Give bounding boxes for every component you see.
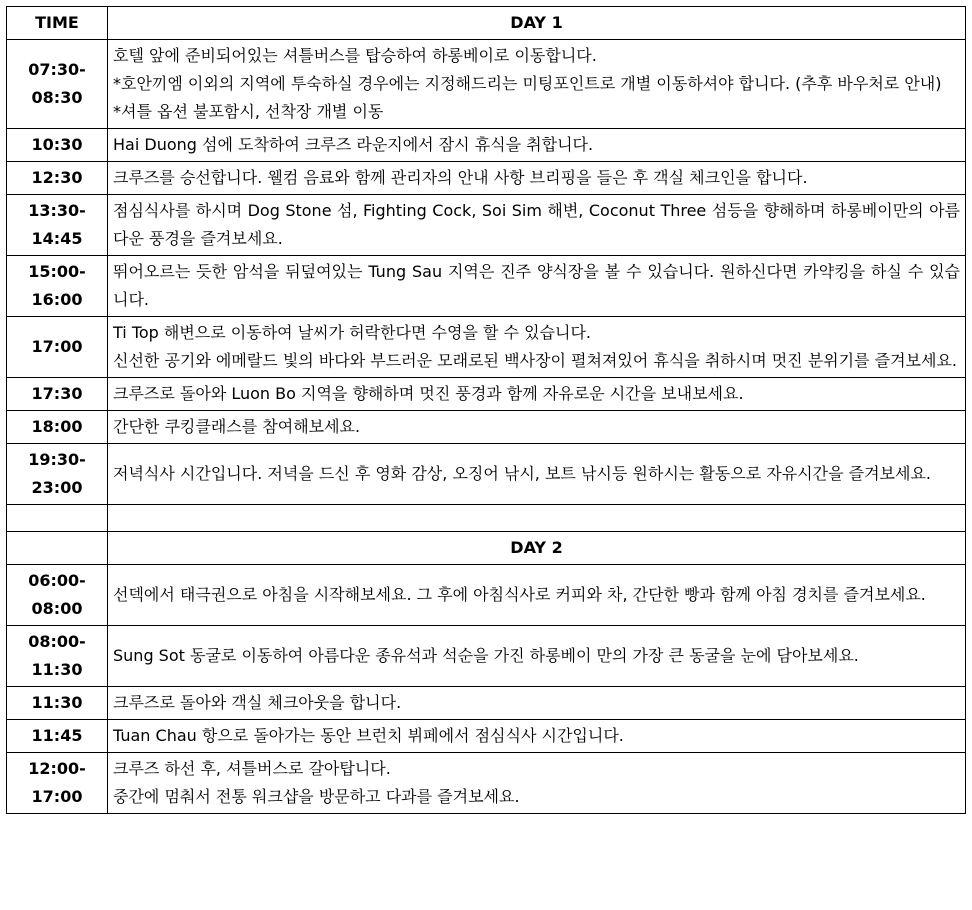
day1-schedule-row: [7, 129, 966, 162]
schedule-time: [7, 626, 108, 687]
description-line: 크루즈 하선 후, 셔틀버스로 갈아탑니다.: [113, 759, 391, 778]
schedule-time: [7, 687, 108, 720]
spacer-row: [7, 505, 966, 532]
schedule-description: [108, 40, 966, 129]
day1-schedule-row: [7, 411, 966, 444]
time-column-header: TIME: [7, 7, 108, 40]
schedule-time: [7, 444, 108, 505]
description-line: 간단한 쿠킹클래스를 참여해보세요.: [113, 417, 361, 436]
time-text: 11:30: [31, 660, 83, 679]
time-text: 15:00-: [28, 262, 86, 281]
schedule-description: [108, 129, 966, 162]
time-text: 23:00: [31, 478, 83, 497]
description-line: 뛰어오르는 듯한 암석을 뒤덮여있는 Tung Sau 지역은 진주 양식장을 볼 수 있습니다. 원하신다면 카약킹을 하실 수 있습니다.: [113, 262, 960, 309]
spacer-cell: [108, 505, 966, 532]
day2-schedule-row: [7, 720, 966, 753]
day2-schedule-row: [7, 687, 966, 720]
schedule-description: [108, 565, 966, 626]
time-text: 18:00: [31, 417, 83, 436]
description-line: Sung Sot 동굴로 이동하여 아름다운 종유석과 석순을 가진 하롱베이 만의 가장 큰 동굴을 눈에 담아보세요.: [113, 646, 859, 665]
schedule-time: [7, 411, 108, 444]
day1-schedule-row: [7, 162, 966, 195]
time-text: 12:30: [31, 168, 83, 187]
description-line: Tuan Chau 항으로 돌아가는 동안 브런치 뷔페에서 점심식사 시간입니다.: [113, 726, 624, 745]
schedule-description: [108, 378, 966, 411]
description-line: *셔틀 옵션 불포함시, 선착장 개별 이동: [113, 102, 384, 121]
description-line: 크루즈를 승선합니다. 웰컴 음료와 함께 관리자의 안내 사항 브리핑을 들은 후 객실 체크인을 합니다.: [113, 168, 808, 187]
schedule-time: [7, 317, 108, 378]
time-text: 11:30: [31, 693, 83, 712]
schedule-description: [108, 162, 966, 195]
time-text: 11:45: [31, 726, 83, 745]
time-text: 08:00: [31, 599, 83, 618]
description-line: 크루즈로 돌아와 객실 체크아웃을 합니다.: [113, 693, 402, 712]
time-text: 12:00-: [28, 759, 86, 778]
schedule-description: [108, 317, 966, 378]
spacer-cell: [7, 505, 108, 532]
description-line: Hai Duong 섬에 도착하여 크루즈 라운지에서 잠시 휴식을 취합니다.: [113, 135, 594, 154]
schedule-time: [7, 720, 108, 753]
schedule-description: [108, 720, 966, 753]
time-text: 17:00: [31, 787, 83, 806]
time-text: 13:30-: [28, 201, 86, 220]
day2-header-blank: [7, 532, 108, 565]
schedule-time: [7, 195, 108, 256]
time-text: 06:00-: [28, 571, 86, 590]
schedule-time: [7, 378, 108, 411]
day1-schedule-row: [7, 317, 966, 378]
time-text: 08:30: [31, 88, 83, 107]
description-line: 저녁식사 시간입니다. 저녁을 드신 후 영화 감상, 오징어 낚시, 보트 낚시등 원하시는 활동으로 자유시간을 즐겨보세요.: [113, 464, 931, 483]
description-line: 중간에 멈춰서 전통 워크샵을 방문하고 다과를 즐겨보세요.: [113, 787, 520, 806]
day2-schedule-row: [7, 565, 966, 626]
schedule-time: [7, 129, 108, 162]
time-text: 10:30: [31, 135, 83, 154]
schedule-description: [108, 411, 966, 444]
time-text: 08:00-: [28, 632, 86, 651]
schedule-description: [108, 256, 966, 317]
schedule-description: [108, 626, 966, 687]
description-line: 신선한 공기와 에메랄드 빛의 바다와 부드러운 모래로된 백사장이 펼쳐져있어 휴식을 취하시며 멋진 분위기를 즐겨보세요.: [113, 351, 958, 370]
description-line: 선덱에서 태극권으로 아침을 시작해보세요. 그 후에 아침식사로 커피와 차, 간단한 빵과 함께 아침 경치를 즐겨보세요.: [113, 585, 926, 604]
day2-header: DAY 2: [108, 532, 966, 565]
time-text: 14:45: [31, 229, 83, 248]
schedule-time: [7, 565, 108, 626]
time-text: 17:00: [31, 337, 83, 356]
day1-schedule-row: [7, 40, 966, 129]
schedule-description: [108, 687, 966, 720]
schedule-time: [7, 256, 108, 317]
schedule-time: [7, 162, 108, 195]
schedule-description: [108, 195, 966, 256]
day1-schedule-row: [7, 444, 966, 505]
schedule-time: [7, 753, 108, 814]
description-line: 점심식사를 하시며 Dog Stone 섬, Fighting Cock, Soi Sim 해변, Coconut Three 섬등을 향해하며 하롱베이만의 아름다운 풍경을 즐겨보세요.: [113, 201, 960, 248]
description-line: Ti Top 해변으로 이동하여 날씨가 허락한다면 수영을 할 수 있습니다.: [113, 323, 591, 342]
day1-header: DAY 1: [108, 7, 966, 40]
day1-header-row: [7, 7, 966, 40]
schedule-description: [108, 753, 966, 814]
schedule-description: [108, 444, 966, 505]
time-text: 17:30: [31, 384, 83, 403]
day1-schedule-row: [7, 256, 966, 317]
time-text: 07:30-: [28, 60, 86, 79]
day1-schedule-row: [7, 378, 966, 411]
day2-header-row: [7, 532, 966, 565]
description-line: 호텔 앞에 준비되어있는 셔틀버스를 탑승하여 하롱베이로 이동합니다.: [113, 46, 597, 65]
day1-schedule-row: [7, 195, 966, 256]
itinerary-table: [6, 6, 966, 814]
itinerary-body: [7, 7, 966, 814]
schedule-time: [7, 40, 108, 129]
description-line: *호안끼엠 이외의 지역에 투숙하실 경우에는 지정해드리는 미팅포인트로 개별 이동하셔야 합니다. (추후 바우처로 안내): [113, 74, 942, 93]
day2-schedule-row: [7, 753, 966, 814]
time-text: 16:00: [31, 290, 83, 309]
description-line: 크루즈로 돌아와 Luon Bo 지역을 향해하며 멋진 풍경과 함께 자유로운 시간을 보내보세요.: [113, 384, 744, 403]
time-text: 19:30-: [28, 450, 86, 469]
day2-schedule-row: [7, 626, 966, 687]
